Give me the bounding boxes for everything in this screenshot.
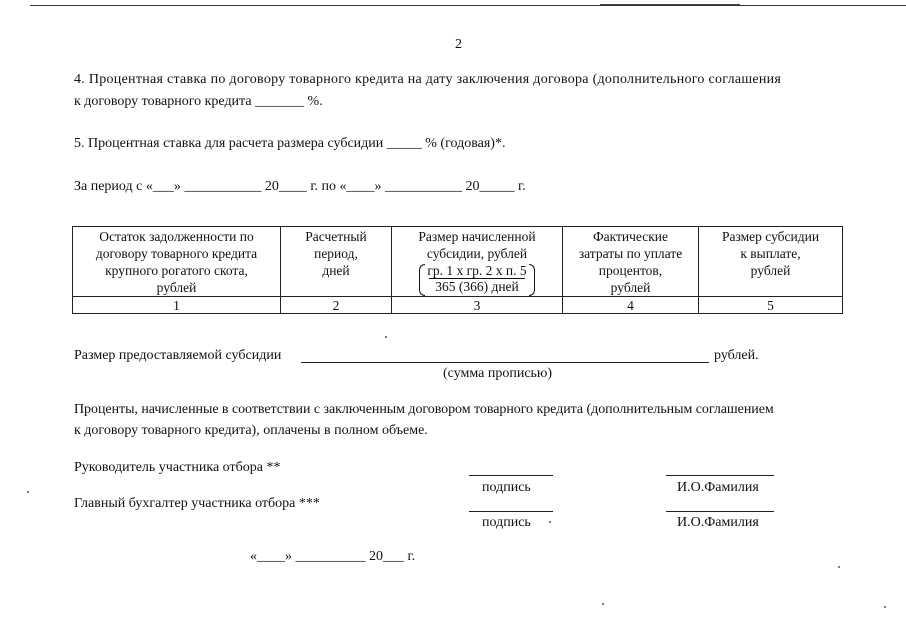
header-subsidy-payable-line2: к выплате, xyxy=(740,246,801,261)
head-signature-caption: подпись xyxy=(482,480,531,495)
header-period-days xyxy=(281,227,392,297)
header-subsidy-payable-line3: рублей xyxy=(750,263,791,278)
formula-denominator: 365 (366) дней xyxy=(435,279,519,294)
table-row xyxy=(73,297,843,314)
accountant-signature-label: Главный бухгалтер участника отбора *** xyxy=(74,496,320,511)
date-line: «____» __________ 20___ г. xyxy=(250,549,416,564)
item5-text: 5. Процентная ставка для расчета размера субсидии _____ % (годовая)*. xyxy=(74,136,506,151)
header-period-days-line2: период, xyxy=(314,246,358,261)
column-number-1: 1 xyxy=(73,297,281,314)
column-number-4: 4 xyxy=(563,297,699,314)
subsidy-amount-field-line xyxy=(301,362,709,363)
header-period-days-line3: дней xyxy=(322,263,350,278)
head-name-caption: И.О.Фамилия xyxy=(677,480,759,495)
head-signature-line xyxy=(469,475,553,476)
scan-speck xyxy=(602,603,604,605)
period-line: За период с «___» ___________ 20____ г. по «____» ___________ 20_____ г. xyxy=(74,179,526,194)
scan-speck xyxy=(838,566,840,568)
subsidy-amount-label: Размер предоставляемой субсидии xyxy=(74,348,282,363)
column-number-5: 5 xyxy=(699,297,843,314)
formula-right-brace xyxy=(529,264,535,296)
head-signature-label: Руководитель участника отбора ** xyxy=(74,460,281,475)
header-actual-costs-line3: процентов, xyxy=(598,263,663,278)
formula-numerator: гр. 1 х гр. 2 х п. 5 xyxy=(427,263,527,278)
header-debt-balance-line1: Остаток задолженности по xyxy=(99,229,254,244)
subsidy-calculation-table xyxy=(72,226,843,314)
page-number: 2 xyxy=(455,37,462,52)
column-number-2: 2 xyxy=(281,297,392,314)
interest-paid-line1: Проценты, начисленные в соответствии с заключенным договором товарного кредита (дополнительным соглашением xyxy=(74,402,774,417)
header-actual-costs-line2: затраты по уплате xyxy=(578,246,683,261)
header-period-days-line1: Расчетный xyxy=(305,229,367,244)
header-accrued-subsidy xyxy=(392,227,563,297)
formula-left-brace xyxy=(419,264,425,296)
header-debt-balance-line3: крупного рогатого скота, xyxy=(105,263,248,278)
head-name-line xyxy=(666,475,774,476)
top-border-line xyxy=(30,5,906,6)
accountant-signature-caption: подпись xyxy=(482,515,531,530)
top-border-mark xyxy=(600,4,740,5)
accountant-signature-line xyxy=(469,511,553,512)
header-accrued-subsidy-line1: Размер начисленной xyxy=(418,229,536,244)
header-actual-costs-line1: Фактические xyxy=(592,229,669,244)
column-number-3: 3 xyxy=(392,297,563,314)
item4-line1: 4. Процентная ставка по договору товарного кредита на дату заключения договора (дополнительного соглашения xyxy=(74,72,782,87)
subsidy-formula xyxy=(419,263,534,294)
subsidy-amount-caption: (сумма прописью) xyxy=(443,366,553,381)
item4-line2: к договору товарного кредита _______ %. xyxy=(74,94,323,109)
header-debt-balance xyxy=(73,227,281,297)
header-debt-balance-line4: рублей xyxy=(156,280,197,295)
accountant-name-caption: И.О.Фамилия xyxy=(677,515,759,530)
scan-speck xyxy=(884,606,886,608)
scan-speck xyxy=(27,491,29,493)
scan-speck xyxy=(549,521,551,523)
scan-speck xyxy=(385,336,387,338)
header-accrued-subsidy-line2: субсидии, рублей xyxy=(426,246,528,261)
header-debt-balance-line2: договору товарного кредита xyxy=(95,246,258,261)
header-subsidy-payable xyxy=(699,227,843,297)
header-actual-costs xyxy=(563,227,699,297)
header-subsidy-payable-line1: Размер субсидии xyxy=(721,229,820,244)
table-header-row xyxy=(73,227,843,297)
interest-paid-line2: к договору товарного кредита), оплачены в полном объеме. xyxy=(74,423,428,438)
subsidy-amount-unit: рублей. xyxy=(714,348,759,363)
accountant-name-line xyxy=(666,511,774,512)
header-actual-costs-line4: рублей xyxy=(610,280,651,295)
